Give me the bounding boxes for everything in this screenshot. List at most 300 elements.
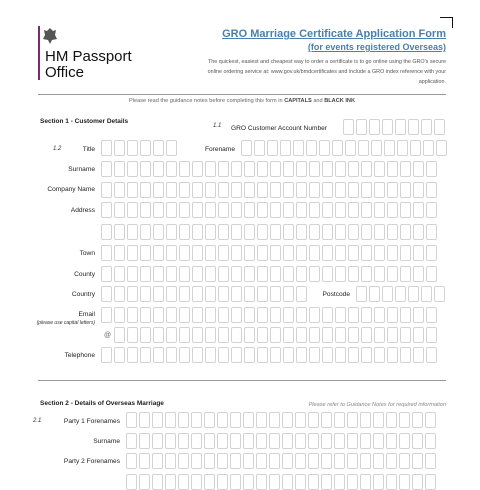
character-box[interactable] xyxy=(282,474,293,490)
character-box[interactable] xyxy=(230,412,241,428)
character-box[interactable] xyxy=(179,347,190,363)
character-box[interactable] xyxy=(257,347,268,363)
character-box[interactable] xyxy=(101,307,112,323)
character-box[interactable] xyxy=(218,245,229,261)
character-box[interactable] xyxy=(371,140,382,156)
character-box[interactable] xyxy=(241,140,252,156)
party-1-surname-field[interactable] xyxy=(126,433,438,449)
character-box[interactable] xyxy=(295,474,306,490)
character-box[interactable] xyxy=(295,412,306,428)
character-box[interactable] xyxy=(127,347,138,363)
character-box[interactable] xyxy=(166,224,177,240)
character-box[interactable] xyxy=(114,202,125,218)
character-box[interactable] xyxy=(382,119,393,135)
character-box[interactable] xyxy=(413,307,424,323)
character-box[interactable] xyxy=(256,474,267,490)
character-box[interactable] xyxy=(270,266,281,282)
character-box[interactable] xyxy=(179,245,190,261)
character-box[interactable] xyxy=(348,327,359,343)
character-box[interactable] xyxy=(387,202,398,218)
character-box[interactable] xyxy=(384,140,395,156)
character-box[interactable] xyxy=(218,286,229,302)
character-box[interactable] xyxy=(166,286,177,302)
character-box[interactable] xyxy=(218,202,229,218)
character-box[interactable] xyxy=(231,245,242,261)
character-box[interactable] xyxy=(335,202,346,218)
character-box[interactable] xyxy=(127,161,138,177)
character-box[interactable] xyxy=(283,327,294,343)
character-box[interactable] xyxy=(335,182,346,198)
character-box[interactable] xyxy=(283,182,294,198)
character-box[interactable] xyxy=(321,433,332,449)
character-box[interactable] xyxy=(204,453,215,469)
character-box[interactable] xyxy=(410,140,421,156)
character-box[interactable] xyxy=(386,474,397,490)
character-box[interactable] xyxy=(178,412,189,428)
character-box[interactable] xyxy=(218,327,229,343)
character-box[interactable] xyxy=(296,245,307,261)
character-box[interactable] xyxy=(413,161,424,177)
character-box[interactable] xyxy=(205,224,216,240)
character-box[interactable] xyxy=(153,224,164,240)
character-box[interactable] xyxy=(361,202,372,218)
character-box[interactable] xyxy=(361,266,372,282)
character-box[interactable] xyxy=(361,161,372,177)
character-box[interactable] xyxy=(361,347,372,363)
character-box[interactable] xyxy=(361,224,372,240)
character-box[interactable] xyxy=(179,224,190,240)
character-box[interactable] xyxy=(360,433,371,449)
character-box[interactable] xyxy=(257,224,268,240)
character-box[interactable] xyxy=(231,182,242,198)
character-box[interactable] xyxy=(413,266,424,282)
character-box[interactable] xyxy=(269,433,280,449)
telephone-field[interactable] xyxy=(101,347,439,363)
character-box[interactable] xyxy=(114,140,125,156)
character-box[interactable] xyxy=(283,307,294,323)
character-box[interactable] xyxy=(436,140,447,156)
character-box[interactable] xyxy=(139,474,150,490)
character-box[interactable] xyxy=(166,327,177,343)
character-box[interactable] xyxy=(413,202,424,218)
character-box[interactable] xyxy=(127,245,138,261)
character-box[interactable] xyxy=(426,202,437,218)
character-box[interactable] xyxy=(426,161,437,177)
character-box[interactable] xyxy=(140,202,151,218)
character-box[interactable] xyxy=(152,412,163,428)
character-box[interactable] xyxy=(295,453,306,469)
character-box[interactable] xyxy=(309,327,320,343)
character-box[interactable] xyxy=(374,182,385,198)
character-box[interactable] xyxy=(283,347,294,363)
character-box[interactable] xyxy=(140,286,151,302)
character-box[interactable] xyxy=(282,453,293,469)
character-box[interactable] xyxy=(309,347,320,363)
character-box[interactable] xyxy=(308,433,319,449)
character-box[interactable] xyxy=(296,202,307,218)
character-box[interactable] xyxy=(308,474,319,490)
character-box[interactable] xyxy=(244,286,255,302)
character-box[interactable] xyxy=(348,245,359,261)
character-box[interactable] xyxy=(335,245,346,261)
character-box[interactable] xyxy=(243,412,254,428)
character-box[interactable] xyxy=(283,224,294,240)
character-box[interactable] xyxy=(205,182,216,198)
character-box[interactable] xyxy=(153,307,164,323)
character-box[interactable] xyxy=(153,245,164,261)
character-box[interactable] xyxy=(382,286,393,302)
character-box[interactable] xyxy=(308,453,319,469)
character-box[interactable] xyxy=(153,286,164,302)
character-box[interactable] xyxy=(283,202,294,218)
country-field[interactable] xyxy=(101,286,309,302)
character-box[interactable] xyxy=(387,347,398,363)
character-box[interactable] xyxy=(178,433,189,449)
character-box[interactable] xyxy=(374,224,385,240)
character-box[interactable] xyxy=(101,286,112,302)
character-box[interactable] xyxy=(244,307,255,323)
character-box[interactable] xyxy=(413,327,424,343)
character-box[interactable] xyxy=(374,202,385,218)
character-box[interactable] xyxy=(400,245,411,261)
character-box[interactable] xyxy=(230,474,241,490)
character-box[interactable] xyxy=(369,286,380,302)
character-box[interactable] xyxy=(296,224,307,240)
character-box[interactable] xyxy=(153,140,164,156)
character-box[interactable] xyxy=(165,433,176,449)
character-box[interactable] xyxy=(426,347,437,363)
character-box[interactable] xyxy=(309,182,320,198)
character-box[interactable] xyxy=(114,245,125,261)
character-box[interactable] xyxy=(257,245,268,261)
character-box[interactable] xyxy=(296,182,307,198)
character-box[interactable] xyxy=(421,119,432,135)
character-box[interactable] xyxy=(205,161,216,177)
character-box[interactable] xyxy=(257,307,268,323)
character-box[interactable] xyxy=(280,140,291,156)
character-box[interactable] xyxy=(373,474,384,490)
character-box[interactable] xyxy=(361,245,372,261)
character-box[interactable] xyxy=(400,224,411,240)
character-box[interactable] xyxy=(244,182,255,198)
character-box[interactable] xyxy=(269,474,280,490)
character-box[interactable] xyxy=(192,307,203,323)
character-box[interactable] xyxy=(373,412,384,428)
character-box[interactable] xyxy=(101,202,112,218)
company-name-field[interactable] xyxy=(101,182,439,198)
character-box[interactable] xyxy=(296,161,307,177)
character-box[interactable] xyxy=(400,182,411,198)
character-box[interactable] xyxy=(127,307,138,323)
character-box[interactable] xyxy=(369,119,380,135)
character-box[interactable] xyxy=(434,286,445,302)
character-box[interactable] xyxy=(178,453,189,469)
email-field-line-2[interactable] xyxy=(114,327,439,343)
character-box[interactable] xyxy=(256,453,267,469)
character-box[interactable] xyxy=(140,182,151,198)
character-box[interactable] xyxy=(257,182,268,198)
character-box[interactable] xyxy=(114,224,125,240)
character-box[interactable] xyxy=(270,161,281,177)
character-box[interactable] xyxy=(412,453,423,469)
character-box[interactable] xyxy=(101,161,112,177)
address-line-2-field[interactable] xyxy=(101,224,439,240)
character-box[interactable] xyxy=(231,327,242,343)
surname-field[interactable] xyxy=(101,161,439,177)
character-box[interactable] xyxy=(257,202,268,218)
character-box[interactable] xyxy=(101,347,112,363)
character-box[interactable] xyxy=(322,224,333,240)
character-box[interactable] xyxy=(270,286,281,302)
postcode-field[interactable] xyxy=(356,286,447,302)
character-box[interactable] xyxy=(374,245,385,261)
character-box[interactable] xyxy=(360,412,371,428)
character-box[interactable] xyxy=(257,161,268,177)
account-number-field[interactable] xyxy=(343,119,447,135)
character-box[interactable] xyxy=(413,245,424,261)
character-box[interactable] xyxy=(179,202,190,218)
character-box[interactable] xyxy=(361,307,372,323)
character-box[interactable] xyxy=(426,266,437,282)
character-box[interactable] xyxy=(191,453,202,469)
character-box[interactable] xyxy=(425,453,436,469)
character-box[interactable] xyxy=(191,474,202,490)
character-box[interactable] xyxy=(425,433,436,449)
character-box[interactable] xyxy=(140,347,151,363)
character-box[interactable] xyxy=(335,347,346,363)
character-box[interactable] xyxy=(267,140,278,156)
character-box[interactable] xyxy=(152,474,163,490)
character-box[interactable] xyxy=(295,433,306,449)
character-box[interactable] xyxy=(306,140,317,156)
character-box[interactable] xyxy=(127,140,138,156)
character-box[interactable] xyxy=(244,266,255,282)
character-box[interactable] xyxy=(296,266,307,282)
character-box[interactable] xyxy=(140,266,151,282)
character-box[interactable] xyxy=(192,202,203,218)
character-box[interactable] xyxy=(335,266,346,282)
character-box[interactable] xyxy=(231,161,242,177)
character-box[interactable] xyxy=(179,161,190,177)
character-box[interactable] xyxy=(205,245,216,261)
address-line-1-field[interactable] xyxy=(101,202,439,218)
character-box[interactable] xyxy=(374,327,385,343)
character-box[interactable] xyxy=(205,266,216,282)
character-box[interactable] xyxy=(127,202,138,218)
character-box[interactable] xyxy=(348,202,359,218)
character-box[interactable] xyxy=(218,266,229,282)
character-box[interactable] xyxy=(257,286,268,302)
character-box[interactable] xyxy=(397,140,408,156)
character-box[interactable] xyxy=(334,433,345,449)
character-box[interactable] xyxy=(270,245,281,261)
character-box[interactable] xyxy=(244,202,255,218)
character-box[interactable] xyxy=(348,307,359,323)
character-box[interactable] xyxy=(179,327,190,343)
character-box[interactable] xyxy=(413,182,424,198)
character-box[interactable] xyxy=(321,474,332,490)
character-box[interactable] xyxy=(231,347,242,363)
character-box[interactable] xyxy=(127,286,138,302)
character-box[interactable] xyxy=(400,347,411,363)
character-box[interactable] xyxy=(166,140,177,156)
character-box[interactable] xyxy=(205,307,216,323)
character-box[interactable] xyxy=(126,453,137,469)
character-box[interactable] xyxy=(231,307,242,323)
character-box[interactable] xyxy=(165,474,176,490)
email-field-line-1[interactable] xyxy=(101,307,439,323)
character-box[interactable] xyxy=(218,307,229,323)
character-box[interactable] xyxy=(296,327,307,343)
character-box[interactable] xyxy=(283,161,294,177)
character-box[interactable] xyxy=(321,412,332,428)
character-box[interactable] xyxy=(244,327,255,343)
character-box[interactable] xyxy=(347,474,358,490)
character-box[interactable] xyxy=(348,182,359,198)
character-box[interactable] xyxy=(139,412,150,428)
character-box[interactable] xyxy=(244,245,255,261)
character-box[interactable] xyxy=(269,412,280,428)
character-box[interactable] xyxy=(244,224,255,240)
character-box[interactable] xyxy=(283,245,294,261)
character-box[interactable] xyxy=(270,224,281,240)
character-box[interactable] xyxy=(322,347,333,363)
character-box[interactable] xyxy=(217,474,228,490)
character-box[interactable] xyxy=(231,286,242,302)
character-box[interactable] xyxy=(139,433,150,449)
character-box[interactable] xyxy=(114,161,125,177)
character-box[interactable] xyxy=(399,412,410,428)
party-2-surname-field[interactable] xyxy=(126,474,438,490)
character-box[interactable] xyxy=(192,327,203,343)
character-box[interactable] xyxy=(293,140,304,156)
character-box[interactable] xyxy=(152,453,163,469)
character-box[interactable] xyxy=(231,202,242,218)
character-box[interactable] xyxy=(400,266,411,282)
forename-field[interactable] xyxy=(241,140,449,156)
character-box[interactable] xyxy=(205,286,216,302)
character-box[interactable] xyxy=(408,119,419,135)
character-box[interactable] xyxy=(423,140,434,156)
character-box[interactable] xyxy=(153,266,164,282)
character-box[interactable] xyxy=(309,202,320,218)
character-box[interactable] xyxy=(230,433,241,449)
character-box[interactable] xyxy=(386,433,397,449)
character-box[interactable] xyxy=(192,347,203,363)
character-box[interactable] xyxy=(191,433,202,449)
character-box[interactable] xyxy=(387,161,398,177)
character-box[interactable] xyxy=(322,307,333,323)
character-box[interactable] xyxy=(387,182,398,198)
character-box[interactable] xyxy=(101,140,112,156)
character-box[interactable] xyxy=(319,140,330,156)
character-box[interactable] xyxy=(399,453,410,469)
character-box[interactable] xyxy=(244,347,255,363)
character-box[interactable] xyxy=(126,474,137,490)
character-box[interactable] xyxy=(204,412,215,428)
character-box[interactable] xyxy=(243,433,254,449)
character-box[interactable] xyxy=(348,161,359,177)
character-box[interactable] xyxy=(126,412,137,428)
character-box[interactable] xyxy=(231,266,242,282)
character-box[interactable] xyxy=(205,327,216,343)
character-box[interactable] xyxy=(256,412,267,428)
character-box[interactable] xyxy=(400,161,411,177)
character-box[interactable] xyxy=(257,266,268,282)
character-box[interactable] xyxy=(270,202,281,218)
character-box[interactable] xyxy=(334,453,345,469)
character-box[interactable] xyxy=(360,474,371,490)
character-box[interactable] xyxy=(309,224,320,240)
character-box[interactable] xyxy=(426,307,437,323)
character-box[interactable] xyxy=(395,286,406,302)
character-box[interactable] xyxy=(426,327,437,343)
character-box[interactable] xyxy=(230,453,241,469)
character-box[interactable] xyxy=(425,474,436,490)
character-box[interactable] xyxy=(139,453,150,469)
character-box[interactable] xyxy=(166,245,177,261)
character-box[interactable] xyxy=(179,182,190,198)
character-box[interactable] xyxy=(347,453,358,469)
character-box[interactable] xyxy=(387,327,398,343)
character-box[interactable] xyxy=(282,412,293,428)
character-box[interactable] xyxy=(153,161,164,177)
form-title[interactable]: GRO Marriage Certificate Application Form xyxy=(222,28,446,40)
character-box[interactable] xyxy=(426,245,437,261)
character-box[interactable] xyxy=(127,266,138,282)
character-box[interactable] xyxy=(256,433,267,449)
character-box[interactable] xyxy=(270,327,281,343)
character-box[interactable] xyxy=(399,433,410,449)
character-box[interactable] xyxy=(322,202,333,218)
character-box[interactable] xyxy=(434,119,445,135)
character-box[interactable] xyxy=(166,202,177,218)
character-box[interactable] xyxy=(408,286,419,302)
character-box[interactable] xyxy=(101,245,112,261)
character-box[interactable] xyxy=(386,412,397,428)
character-box[interactable] xyxy=(218,161,229,177)
character-box[interactable] xyxy=(343,119,354,135)
character-box[interactable] xyxy=(283,266,294,282)
character-box[interactable] xyxy=(345,140,356,156)
character-box[interactable] xyxy=(399,474,410,490)
character-box[interactable] xyxy=(356,286,367,302)
character-box[interactable] xyxy=(387,266,398,282)
character-box[interactable] xyxy=(413,347,424,363)
character-box[interactable] xyxy=(309,161,320,177)
character-box[interactable] xyxy=(348,347,359,363)
character-box[interactable] xyxy=(426,224,437,240)
character-box[interactable] xyxy=(166,266,177,282)
character-box[interactable] xyxy=(179,286,190,302)
character-box[interactable] xyxy=(282,433,293,449)
character-box[interactable] xyxy=(334,474,345,490)
character-box[interactable] xyxy=(270,307,281,323)
character-box[interactable] xyxy=(192,266,203,282)
character-box[interactable] xyxy=(257,327,268,343)
character-box[interactable] xyxy=(114,182,125,198)
character-box[interactable] xyxy=(243,474,254,490)
character-box[interactable] xyxy=(140,140,151,156)
character-box[interactable] xyxy=(335,161,346,177)
character-box[interactable] xyxy=(152,433,163,449)
character-box[interactable] xyxy=(231,224,242,240)
character-box[interactable] xyxy=(205,347,216,363)
character-box[interactable] xyxy=(348,224,359,240)
character-box[interactable] xyxy=(309,307,320,323)
character-box[interactable] xyxy=(205,202,216,218)
character-box[interactable] xyxy=(296,347,307,363)
